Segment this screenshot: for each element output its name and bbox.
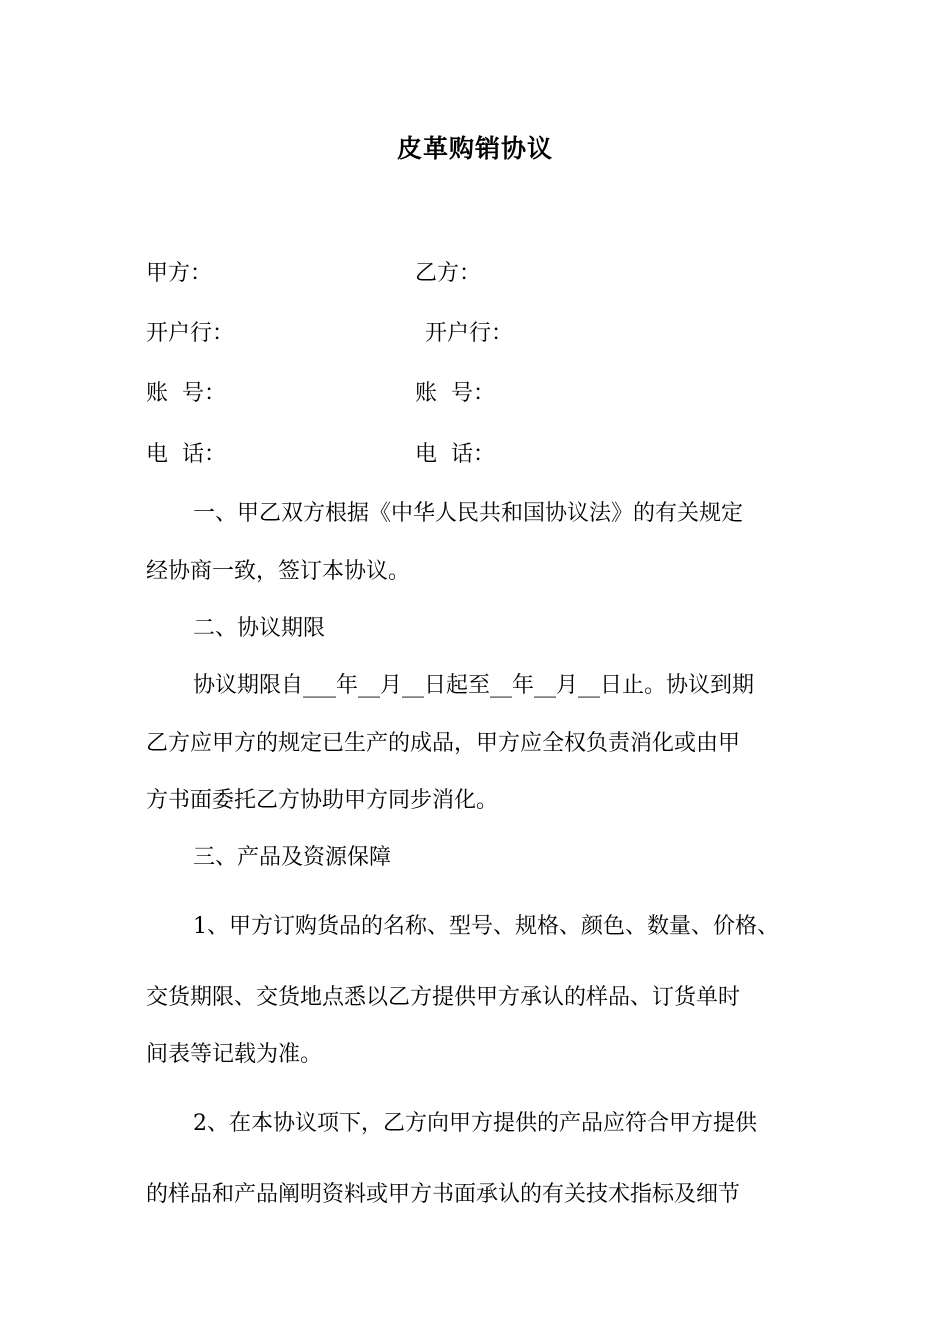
phone-a-label: 电 话： <box>146 442 226 467</box>
paragraph-line: 2、在本协议项下，乙方向甲方提供的产品应符合甲方提供 <box>193 1111 757 1136</box>
paragraph-line: 经协商一致，签订本协议。 <box>146 559 411 584</box>
party-a-label: 甲方： <box>146 261 213 286</box>
paragraph-line: 间表等记载为准。 <box>146 1042 323 1067</box>
phone-b-label: 电 话： <box>415 442 495 467</box>
paragraph-line: 交货期限、交货地点悉以乙方提供甲方承认的样品、订货单时 <box>146 985 741 1010</box>
section-heading: 三、产品及资源保障 <box>193 845 392 870</box>
account-a-label: 账 号： <box>146 381 226 406</box>
account-b-label: 账 号： <box>415 381 495 406</box>
paragraph-line: 一、甲乙双方根据《中华人民共和国协议法》的有关规定 <box>193 501 744 526</box>
bank-b-label: 开户行： <box>425 321 514 346</box>
paragraph-line: 1、甲方订购货品的名称、型号、规格、颜色、数量、价格、 <box>193 914 779 939</box>
paragraph-line: 乙方应甲方的规定已生产的成品，甲方应全权负责消化或由甲 <box>146 731 741 756</box>
paragraph-line: 协议期限自___年__月__日起至__年__月__日止。协议到期 <box>193 673 755 698</box>
party-b-label: 乙方： <box>415 261 482 286</box>
paragraph-line: 的样品和产品阐明资料或甲方书面承认的有关技术指标及细节 <box>146 1182 741 1207</box>
section-heading: 二、协议期限 <box>193 616 326 641</box>
document-title: 皮革购销协议 <box>396 134 553 163</box>
bank-a-label: 开户行： <box>146 321 235 346</box>
paragraph-line: 方书面委托乙方协助甲方同步消化。 <box>146 788 499 813</box>
